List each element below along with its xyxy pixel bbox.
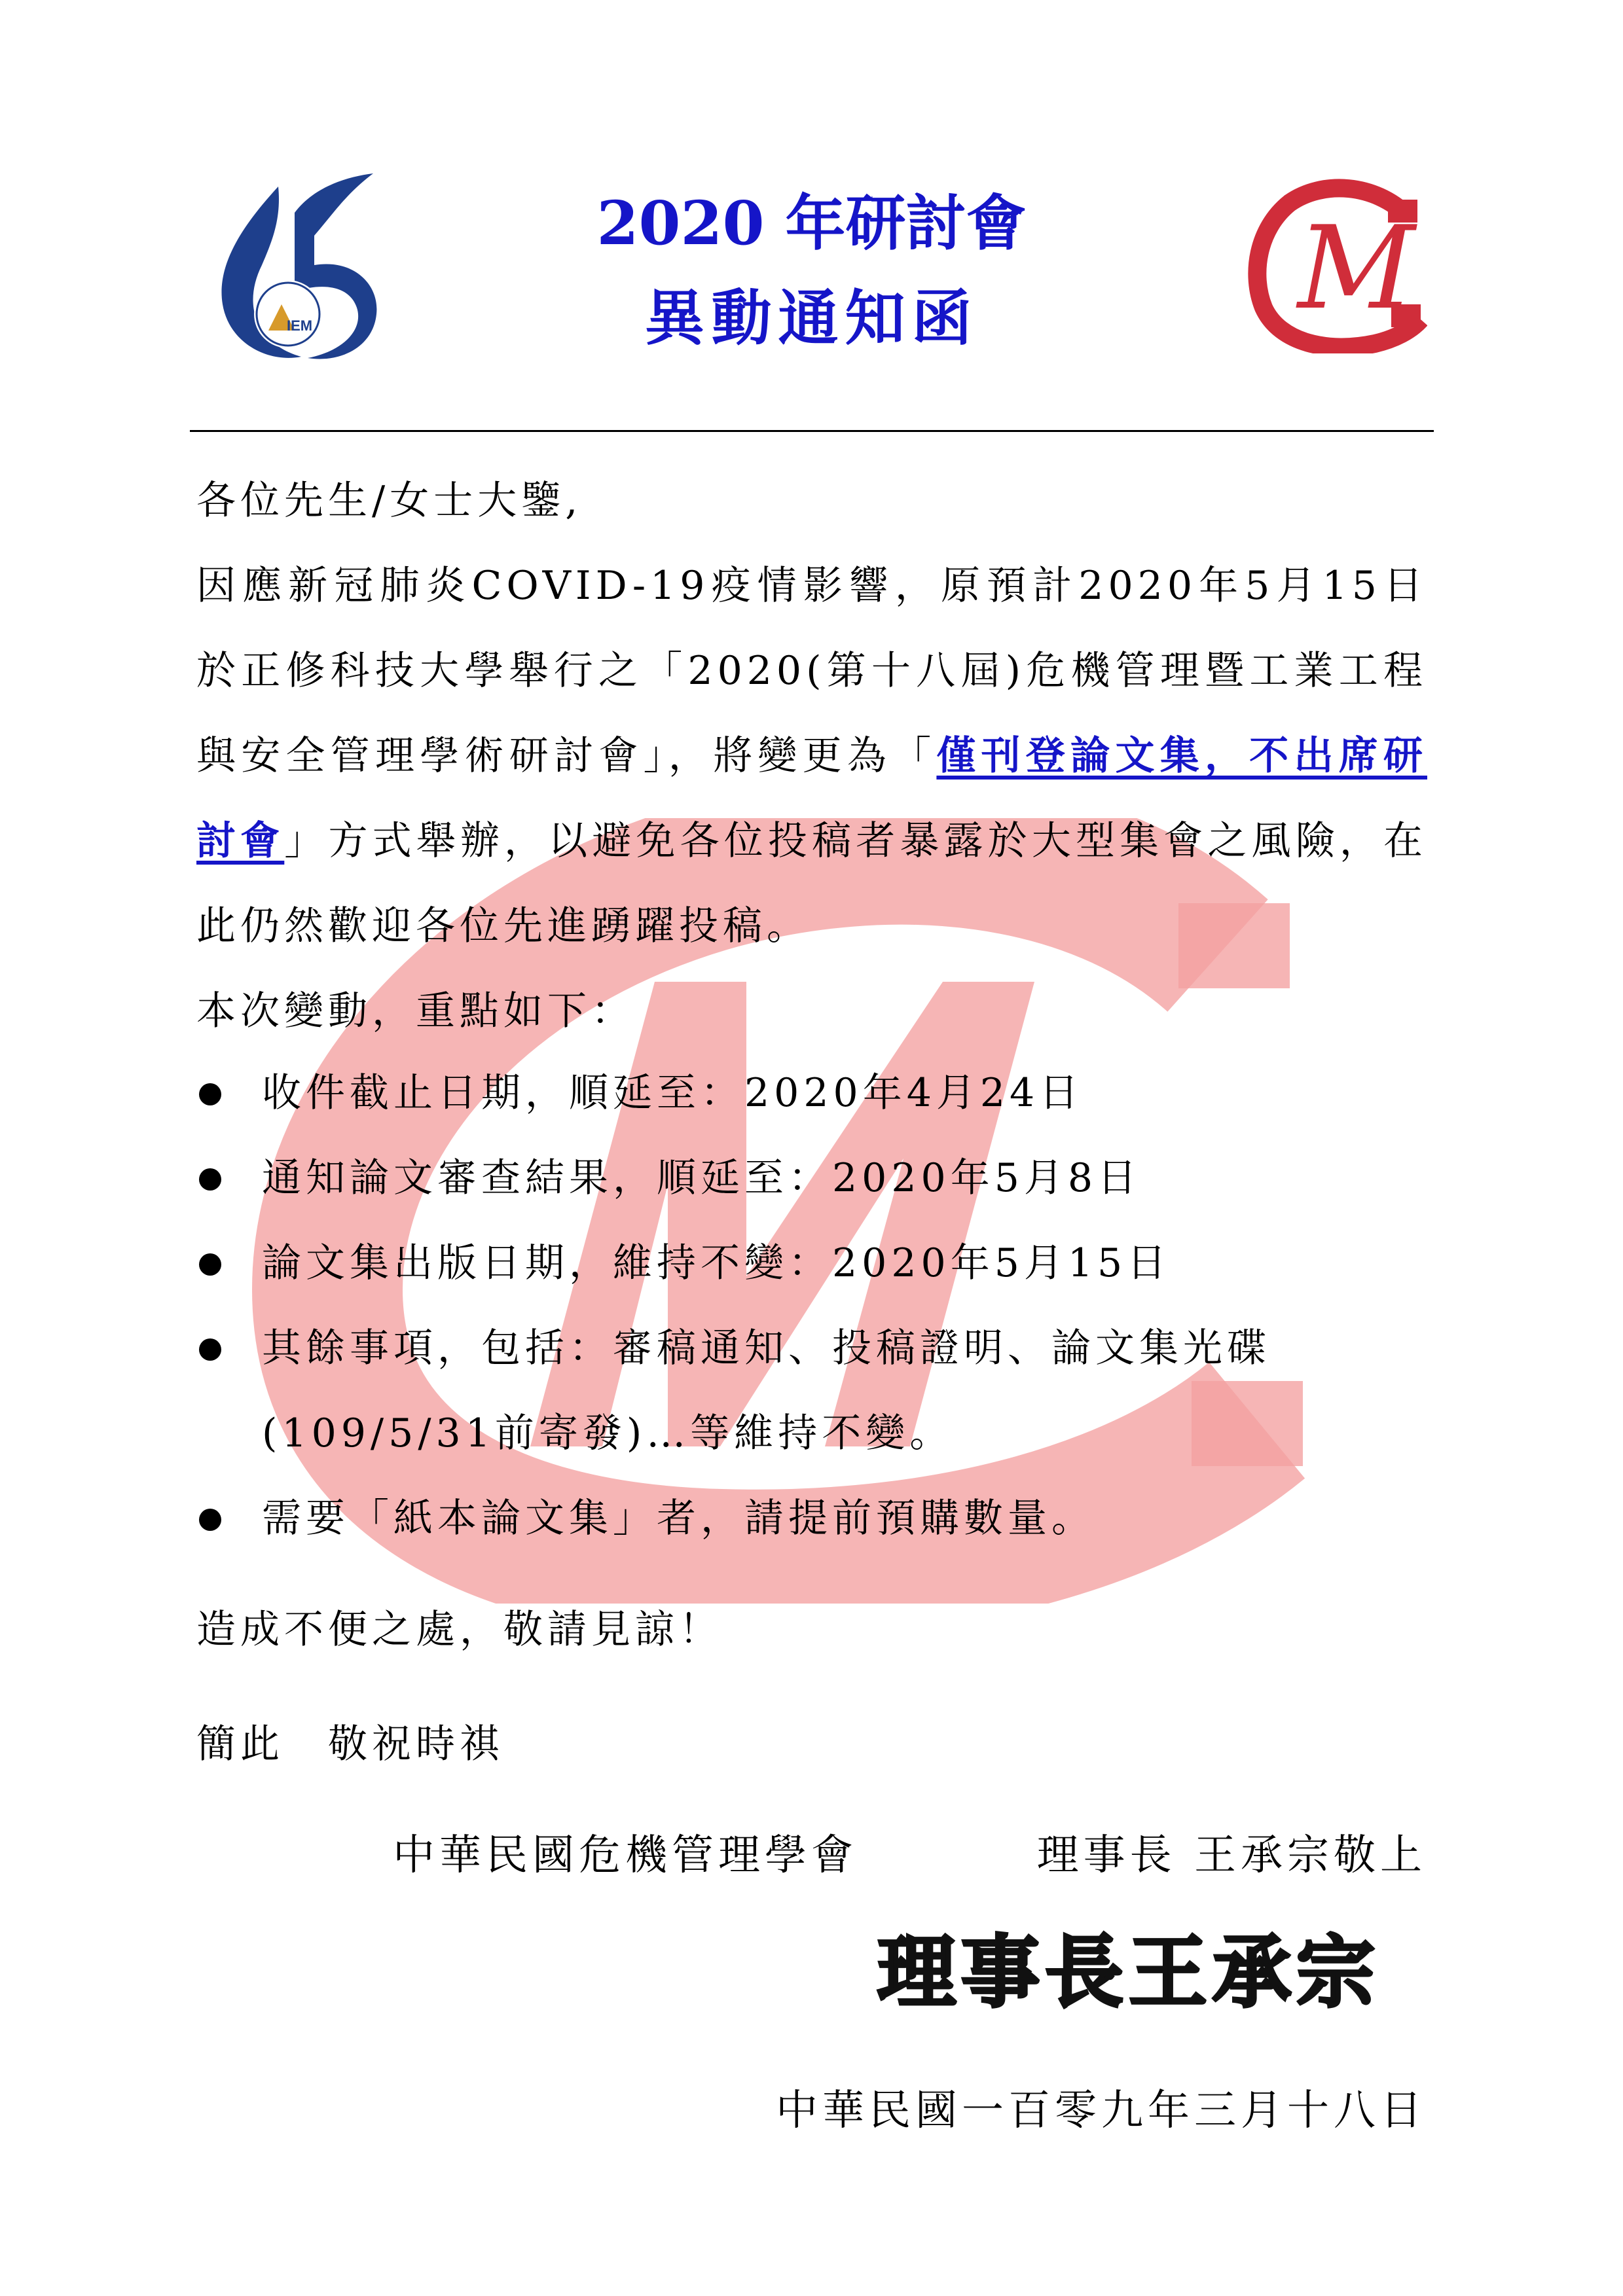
header-divider	[190, 430, 1434, 432]
bullet-icon	[199, 1083, 221, 1105]
changes-intro: 本次變動，重點如下：	[196, 988, 635, 1034]
highlight-notice: 僅刊登論文集，不出席研討會	[196, 733, 1427, 864]
paragraph-after: 」方式舉辦，以避免各位投稿者暴露於大型集會之風險，在此仍然歡迎各位先進踴躍投稿。	[196, 818, 1427, 949]
bullet-icon	[199, 1338, 221, 1361]
paragraph-before: 因應新冠肺炎COVID-19疫情影響，原預計2020年5月15日於正修科技大學舉行之「2020(第十八屆)危機管理暨工業工程與安全管理學術研討會」，將變更為「	[196, 563, 1427, 779]
page-subtitle: 異動通知函	[644, 283, 979, 353]
list-item	[196, 1050, 1427, 1136]
bullet-icon	[199, 1168, 221, 1191]
cm-logo-text: M	[1298, 202, 1415, 335]
changes-list	[196, 1050, 1427, 1561]
signature-seal	[838, 1901, 1427, 2032]
list-item	[196, 1306, 1427, 1476]
list-item	[196, 1476, 1427, 1561]
list-item-text: 論文集出版日期，維持不變：2020年5月15日	[262, 1240, 1171, 1286]
list-item	[196, 1136, 1427, 1221]
list-item	[196, 1221, 1427, 1306]
announcement-paragraph	[196, 543, 1427, 969]
list-item-text: 需要「紙本論文集」者，請提前預購數量。	[262, 1496, 1095, 1541]
seal-text: 理事長王承宗	[877, 1926, 1380, 2018]
list-item-text: 收件截止日期，順延至：2020年4月24日	[262, 1070, 1084, 1116]
regards: 簡此 敬祝時祺	[196, 1721, 503, 1767]
iem-logo-text: IEM	[287, 317, 313, 334]
bullet-icon	[199, 1253, 221, 1276]
list-item-text: 其餘事項，包括：審稿通知、投稿證明、論文集光碟(109/5/31前寄發)…等維持不變。	[262, 1325, 1271, 1456]
signature-organization: 中華民國危機管理學會	[393, 1831, 858, 1880]
bullet-icon	[199, 1509, 221, 1531]
list-item-text: 通知論文審查結果，順延至：2020年5月8日	[262, 1155, 1142, 1201]
letter-date: 中華民國一百零九年三月十八日	[776, 2087, 1427, 2135]
cm-logo-icon	[1244, 177, 1427, 353]
seal-stamp-icon	[838, 1901, 1427, 2032]
page-title: 2020 年研討會	[596, 188, 1027, 259]
greeting: 各位先生/女士大鑒,	[196, 478, 583, 524]
closing-remark: 造成不便之處，敬請見諒！	[196, 1607, 723, 1653]
signature-name: 理事長 王承宗敬上	[1036, 1831, 1427, 1880]
